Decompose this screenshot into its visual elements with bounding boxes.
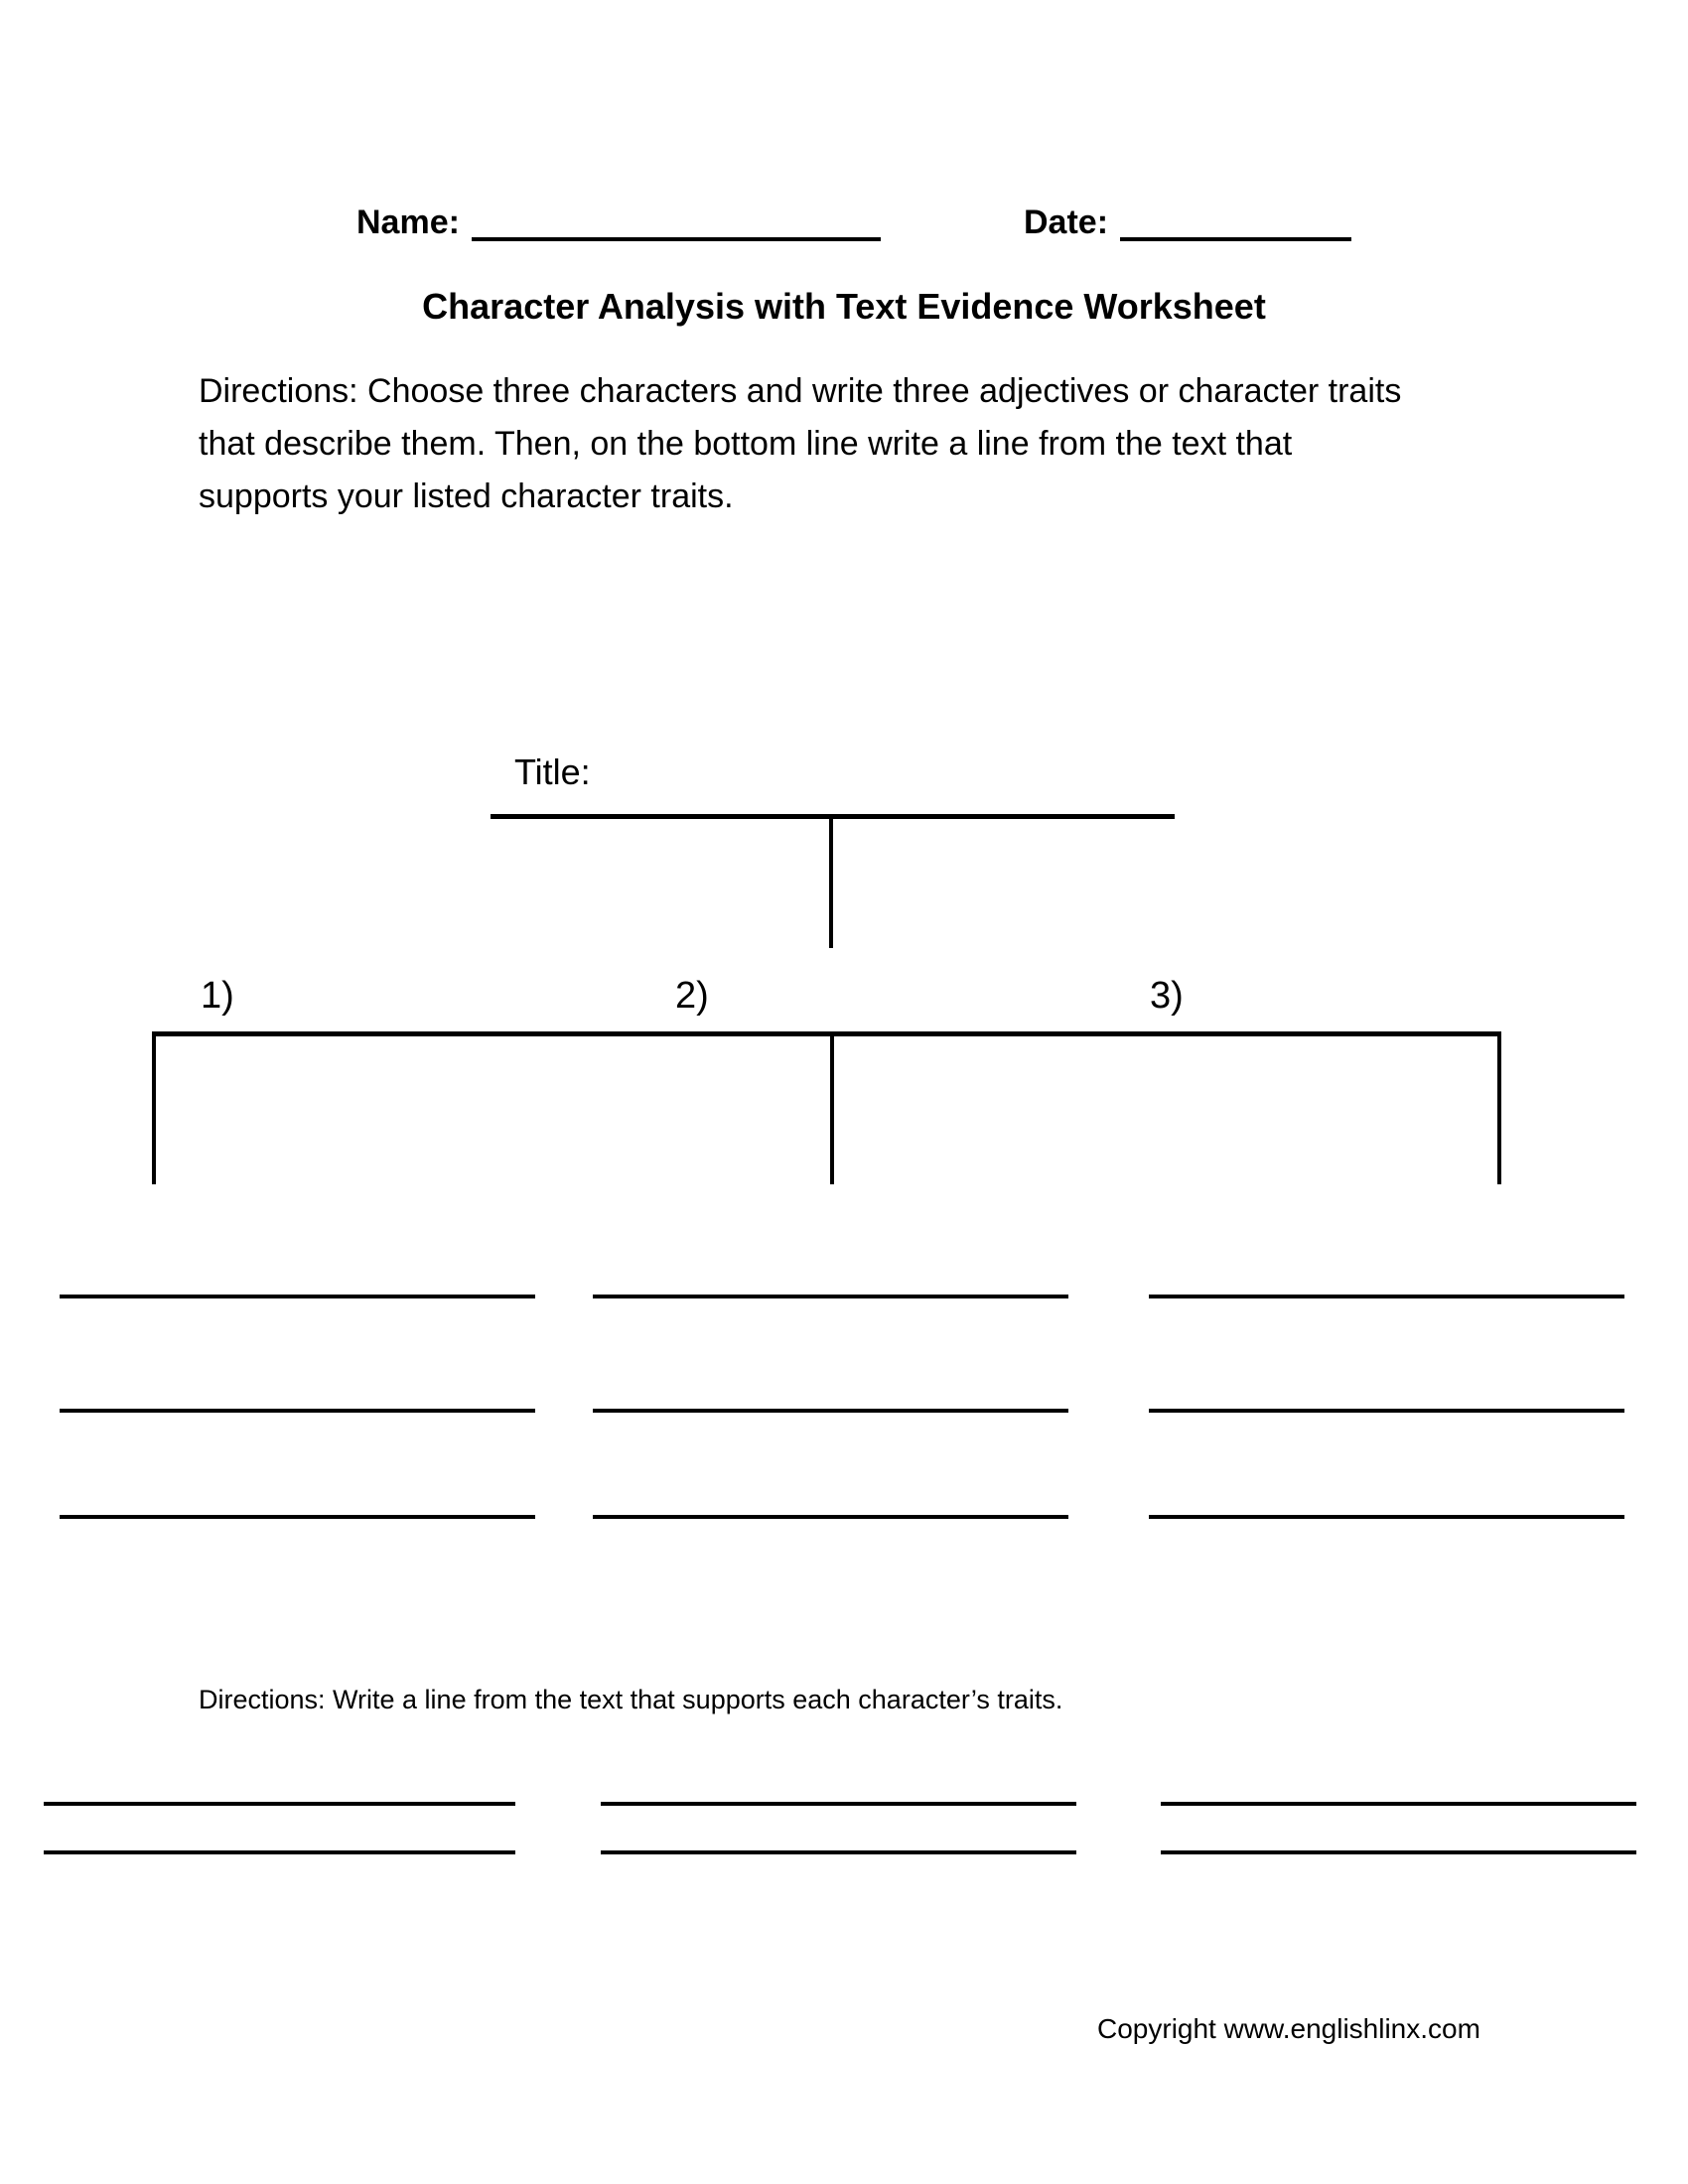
name-blank-line xyxy=(472,237,881,241)
copyright-text: Copyright www.englishlinx.com xyxy=(1097,2013,1480,2044)
evidence-line xyxy=(601,1802,1076,1806)
date-blank-line xyxy=(1120,237,1351,241)
trait-line xyxy=(60,1515,535,1519)
organizer-title-label: Title: xyxy=(514,751,591,792)
organizer-branch-divider-middle xyxy=(830,1031,834,1184)
directions-line: Directions: Choose three characters and write three adjectives or character traits xyxy=(199,372,1402,410)
trait-line xyxy=(1149,1295,1624,1298)
directions-line: that describe them. Then, on the bottom line write a line from the text that xyxy=(199,425,1293,463)
date-label: Date: xyxy=(1024,204,1109,241)
directions-paragraph xyxy=(199,365,1401,523)
organizer-bracket-line xyxy=(152,1031,1501,1036)
branch-label-3: 3) xyxy=(1150,975,1184,1017)
trait-line xyxy=(593,1515,1068,1519)
trait-line xyxy=(1149,1515,1624,1519)
evidence-line xyxy=(44,1802,515,1806)
organizer-branch-divider-left xyxy=(152,1031,156,1184)
trait-line xyxy=(1149,1409,1624,1413)
trait-line xyxy=(593,1295,1068,1298)
branch-label-1: 1) xyxy=(201,975,234,1017)
bottom-directions: Directions: Write a line from the text that supports each character’s traits. xyxy=(199,1685,1063,1714)
evidence-line xyxy=(601,1850,1076,1854)
evidence-line xyxy=(1161,1802,1636,1806)
trait-line xyxy=(60,1295,535,1298)
evidence-line xyxy=(44,1850,515,1854)
directions-line: supports your listed character traits. xyxy=(199,478,734,515)
evidence-line xyxy=(1161,1850,1636,1854)
trait-line xyxy=(593,1409,1068,1413)
branch-label-2: 2) xyxy=(675,975,709,1017)
trait-line xyxy=(60,1409,535,1413)
organizer-branch-divider-right xyxy=(1497,1031,1501,1184)
name-label: Name: xyxy=(356,204,460,241)
page-title: Character Analysis with Text Evidence Worksheet xyxy=(422,286,1266,327)
organizer-stem-line xyxy=(829,814,833,948)
